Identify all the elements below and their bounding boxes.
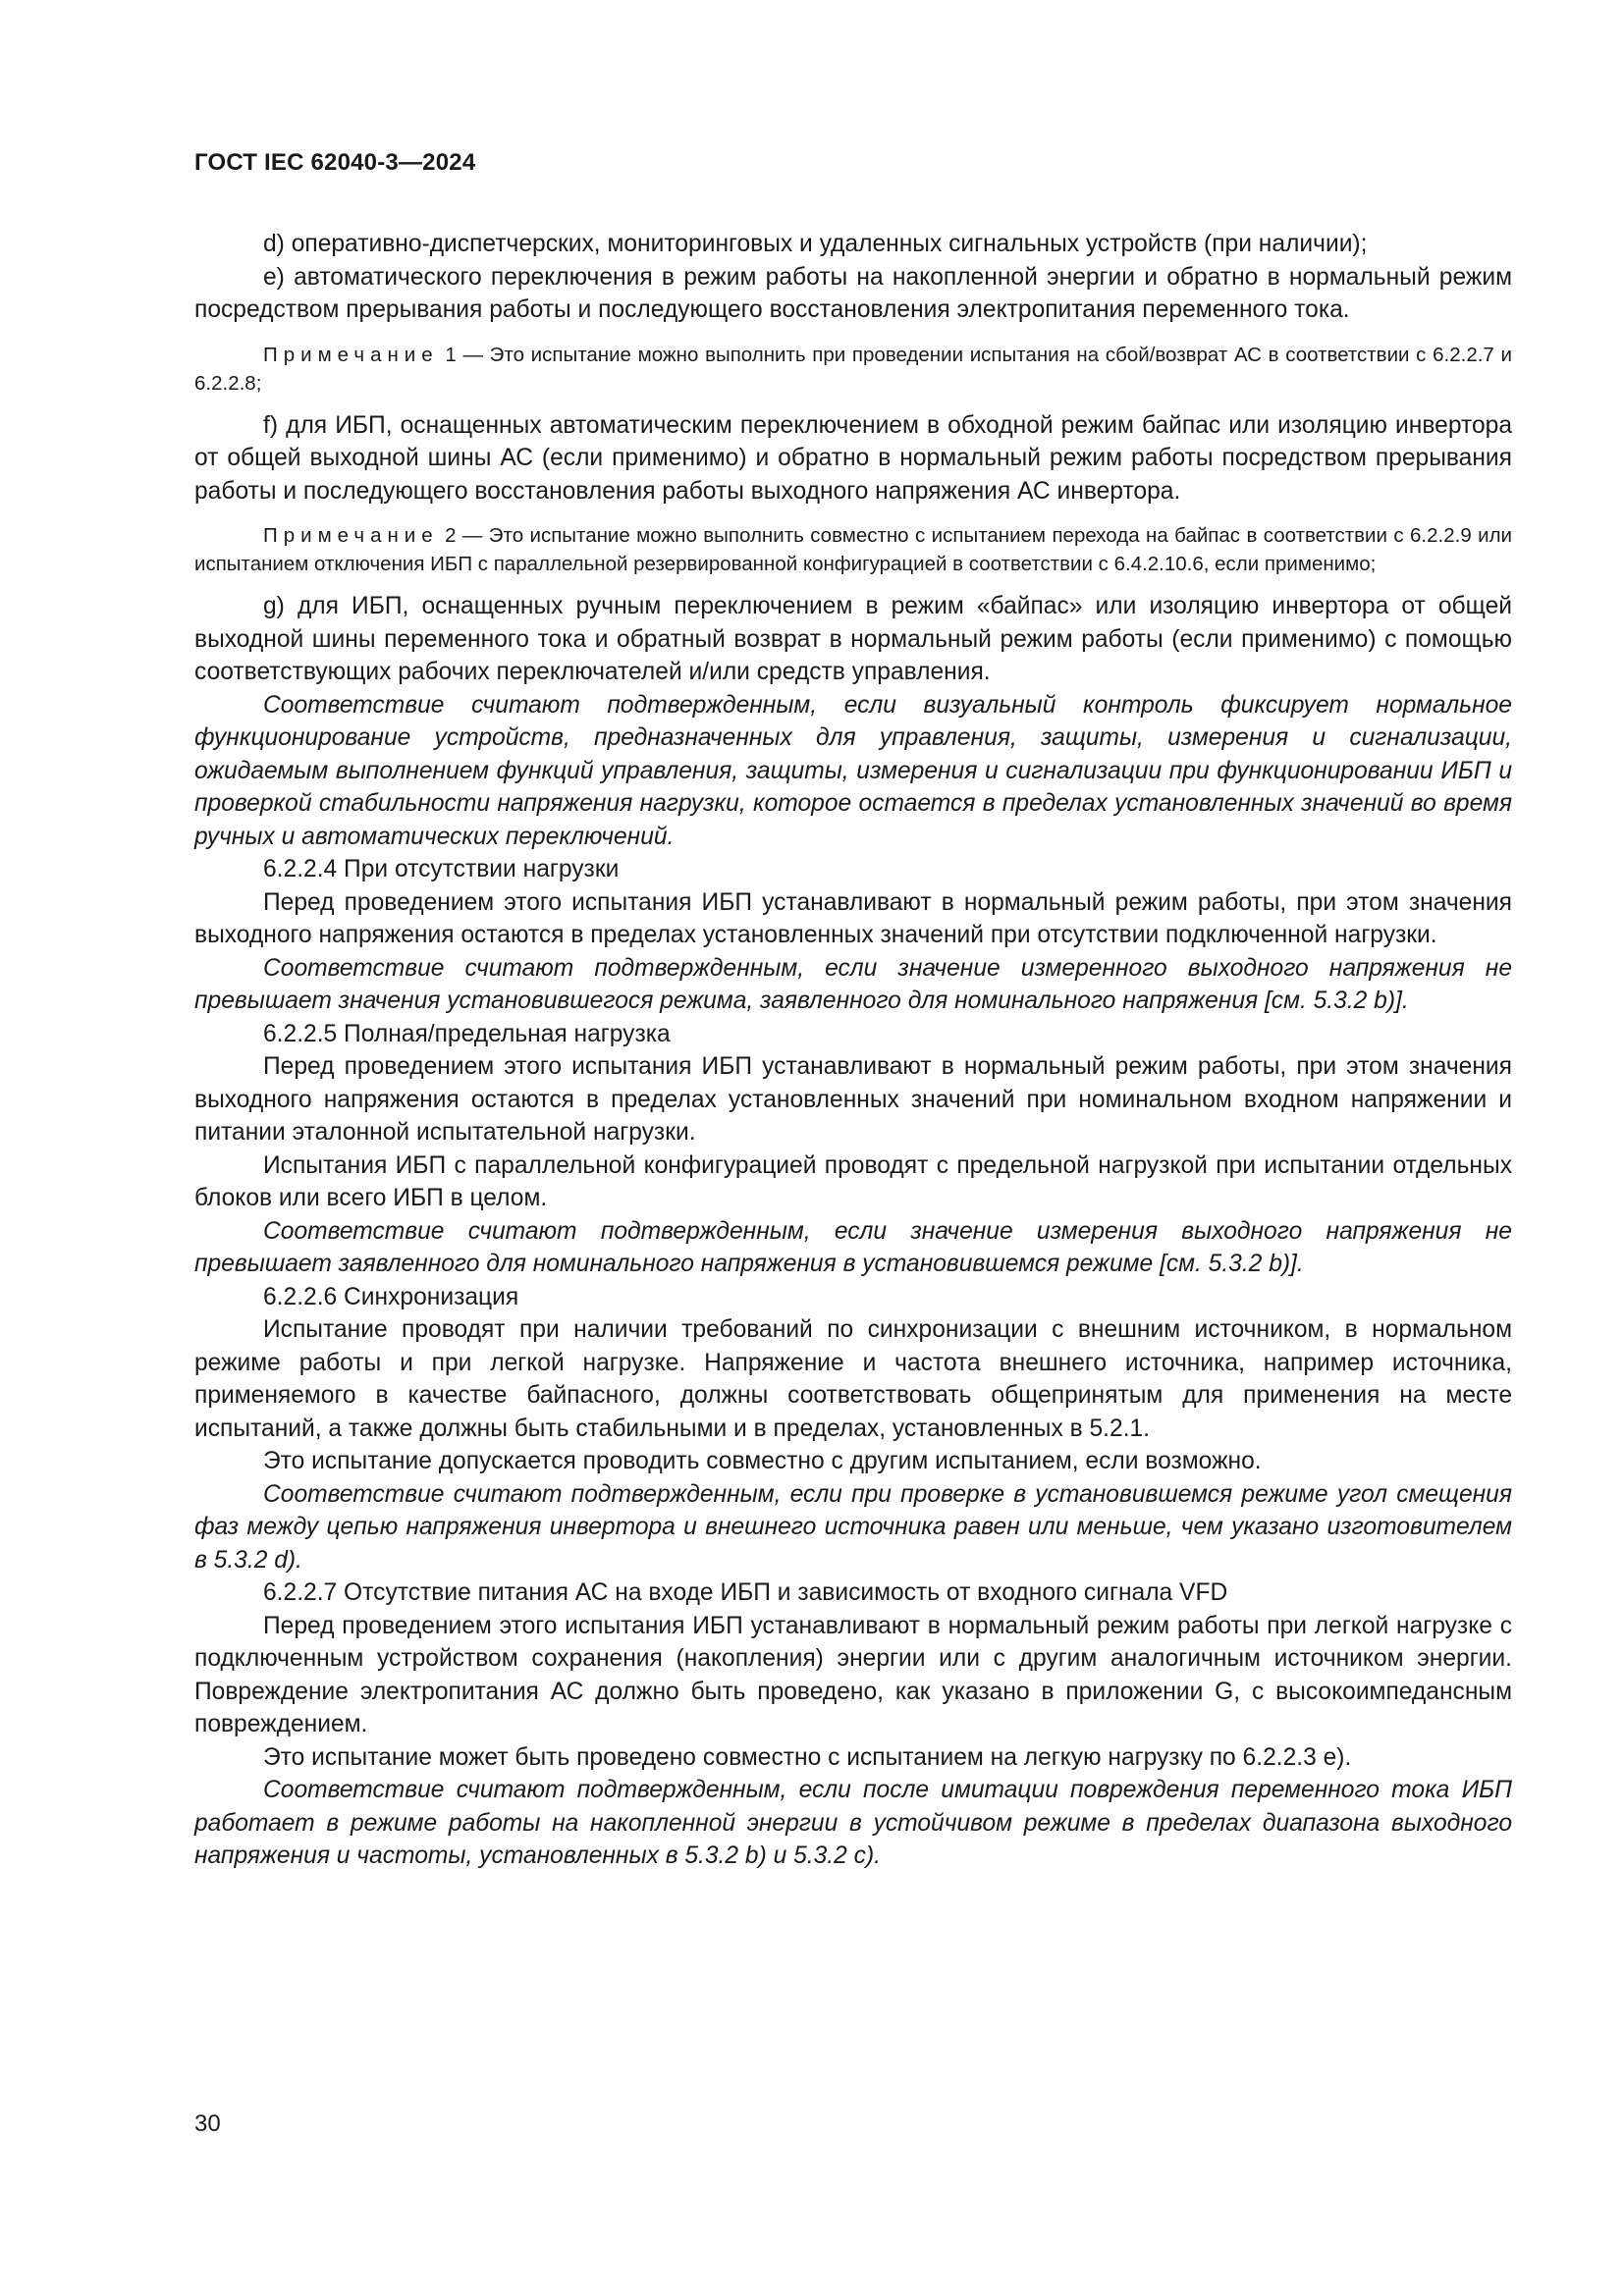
note-label: Примечание — [263, 524, 439, 547]
section-heading: 6.2.2.4 При отсутствии нагрузки — [263, 856, 620, 882]
compliance-paragraph: Соответствие считают подтвержденным, если значение измерения выходного напряжения не превышает заявленного для номинального напряжения в установившемся режиме [см. 5.3.2 b)]. — [194, 1217, 1512, 1277]
note-text: 2 — Это испытание можно выполнить совместно с испытанием перехода на байпас в соответствии с 6.2.2.9 или испытанием отключения ИБП с параллельной резервированной конфигурацией в соответствии с 6.4.2.10.6, если применимо; — [194, 524, 1512, 575]
compliance-paragraph: Соответствие считают подтвержденным, если значение измеренного выходного напряжения не превышает значения установившегося режима, заявленного для номинального напряжения [см. 5.3.2 b)]. — [194, 954, 1512, 1014]
paragraph: Перед проведением этого испытания ИБП устанавливают в нормальный режим работы при легкой нагрузке с подключенным устройством сохранения (накопления) энергии или с другим аналогичным источником энергии. Повреждение электропитания АС должно быть проведено, как указано в приложении G, с высокоимпедансным повреждением. — [194, 1612, 1512, 1737]
paragraph: Это испытание допускается проводить совместно с другим испытанием, если возможно. — [263, 1448, 1262, 1474]
document-header: ГОСТ IEC 62040-3—2024 — [194, 149, 476, 176]
paragraph: d) оперативно-диспетчерских, мониторинговых и удаленных сигнальных устройств (при наличии); — [263, 231, 1368, 257]
note — [194, 521, 1512, 578]
page-number: 30 — [194, 2110, 221, 2137]
section-heading: 6.2.2.7 Отсутствие питания АС на входе ИБП и зависимость от входного сигнала VFD — [263, 1579, 1228, 1606]
note-label: Примечание — [263, 343, 439, 366]
section-heading: 6.2.2.6 Синхронизация — [263, 1283, 519, 1310]
compliance-paragraph: Соответствие считают подтвержденным, если визуальный контроль фиксирует нормальное функционирование устройств, предназначенных для управления, защиты, измерения и сигнализации, ожидаемым выполнением функций управления, защиты, измерения и сигнализации при функционировании ИБП и проверкой стабильности напряжения нагрузки, которое остается в пределах установленных значений во время ручных и автоматических переключений. — [194, 691, 1512, 850]
paragraph: Испытания ИБП с параллельной конфигурацией проводят с предельной нагрузкой при испытании отдельных блоков или всего ИБП в целом. — [194, 1151, 1512, 1211]
note — [194, 341, 1512, 398]
paragraph: Испытание проводят при наличии требований по синхронизации с внешним источником, в нормальном режиме работы и при легкой нагрузке. Напряжение и частота внешнего источника, например источника, применяемого в качестве байпасного, должны соответствовать общепринятым для применения на месте испытаний, а также должны быть стабильными и в пределах, установленных в 5.2.1. — [194, 1316, 1512, 1442]
paragraph: е) автоматического переключения в режим работы на накопленной энергии и обратно в нормальный режим посредством прерывания работы и последующего восстановления электропитания переменного тока. — [194, 263, 1512, 323]
compliance-paragraph: Соответствие считают подтвержденным, если после имитации повреждения переменного тока ИБП работает в режиме работы на накопленной энергии в устойчивом режиме в пределах диапазона выходного напряжения и частоты, установленных в 5.3.2 b) и 5.3.2 с). — [194, 1777, 1512, 1869]
paragraph: f) для ИБП, оснащенных автоматическим переключением в обходной режим байпас или изоляцию инвертора от общей выходной шины АС (если применимо) и обратно в нормальный режим работы посредством прерывания работы и последующего восстановления работы выходного напряжения АС инвертора. — [194, 411, 1512, 505]
note-text: 1 — Это испытание можно выполнить при проведении испытания на сбой/возврат АС в соответствии с 6.2.2.7 и 6.2.2.8; — [194, 343, 1512, 395]
paragraph: Это испытание может быть проведено совместно с испытанием на легкую нагрузку по 6.2.2.3 е). — [263, 1743, 1352, 1771]
document-body — [194, 228, 1512, 1873]
paragraph: Перед проведением этого испытания ИБП устанавливают в нормальный режим работы, при этом значения выходного напряжения остаются в пределах установленных значений при отсутствии подключенной нагрузки. — [194, 888, 1512, 948]
paragraph: g) для ИБП, оснащенных ручным переключением в режим «байпас» или изоляцию инвертора от общей выходной шины переменного тока и обратный возврат в нормальный режим работы (если применимо) с помощью соответствующих рабочих переключателей и/или средств управления. — [194, 593, 1512, 685]
section-heading: 6.2.2.5 Полная/предельная нагрузка — [263, 1020, 671, 1047]
compliance-paragraph: Соответствие считают подтвержденным, если при проверке в установившемся режиме угол смещения фаз между цепью напряжения инвертора и внешнего источника равен или меньше, чем указано изготовителем в 5.3.2 d). — [194, 1480, 1512, 1574]
paragraph: Перед проведением этого испытания ИБП устанавливают в нормальный режим работы, при этом значения выходного напряжения остаются в пределах установленных значений при номинальном входном напряжении и питании эталонной испытательной нагрузки. — [194, 1053, 1512, 1146]
